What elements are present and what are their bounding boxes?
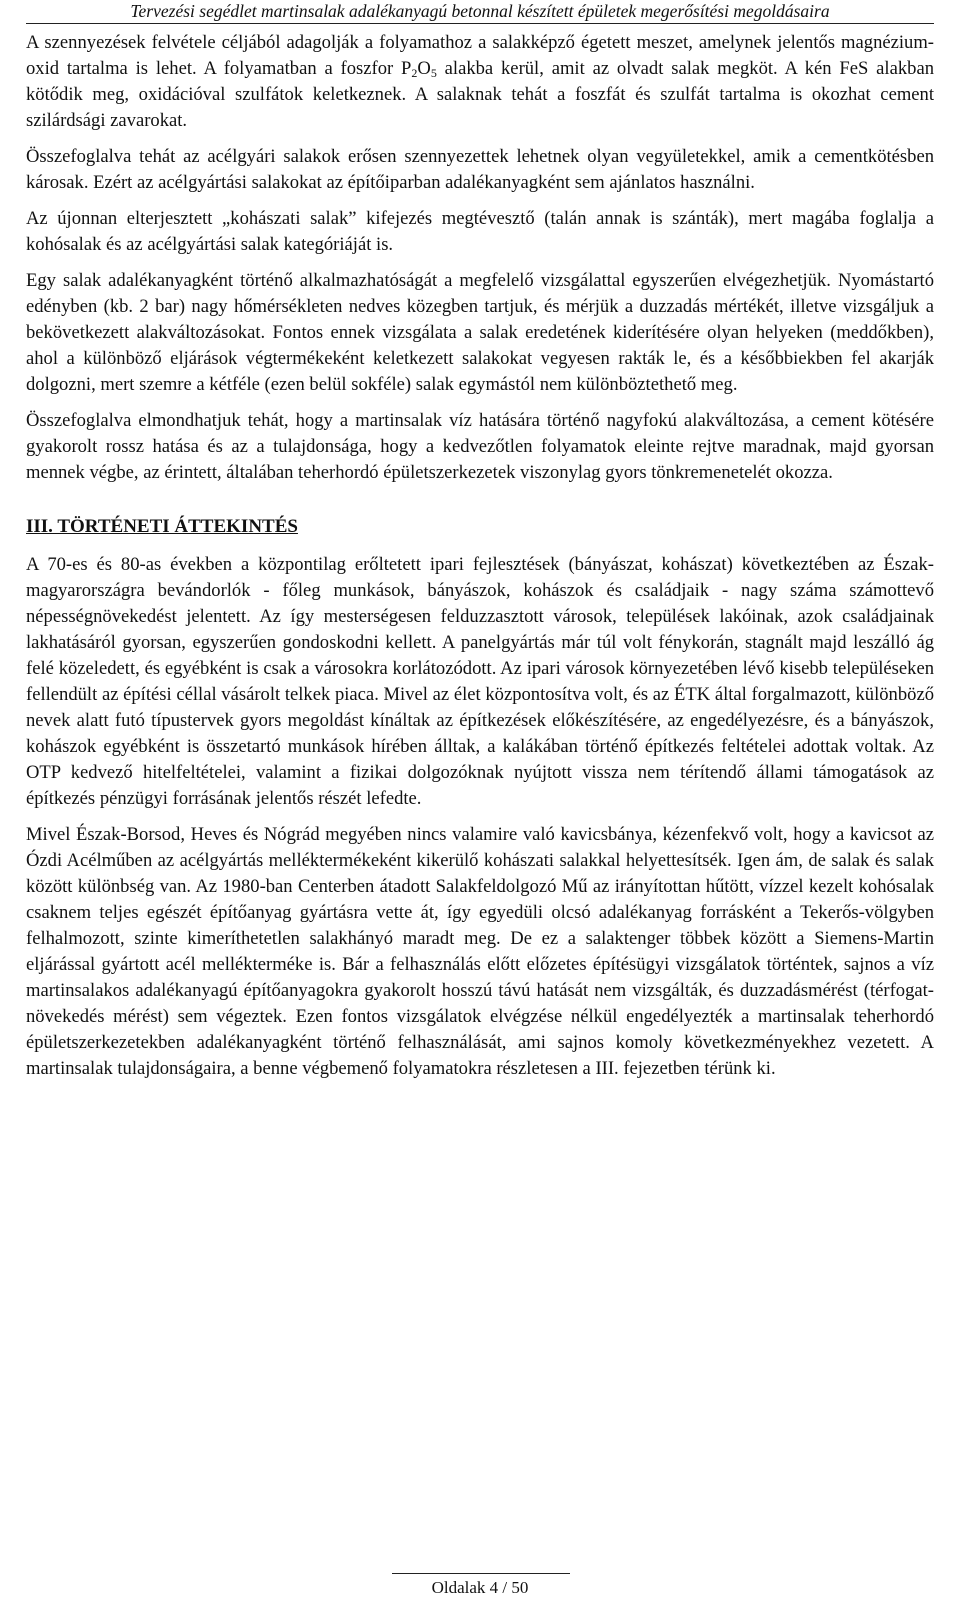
paragraph-summary-steel-slag: Összefoglalva tehát az acélgyári salakok erősen szennyezettek lehetnek olyan vegyületekkel, amik a cementkötésben károsak. Ezért az acélgyártási salakokat az építőiparban adalékanyagként sem ajánlatos használni. [26,146,934,193]
paragraph-metallurgical-slag-term: Az újonnan elterjesztett „kohászati salak” kifejezés megtévesztő (talán annak is szánták), mert magába foglalja a kohósalak és az acélgyártási salak kategóriáját is. [26,208,934,255]
page-number: Oldalak 4 / 50 [431,1578,529,1597]
paragraph-slag-impurities [26,30,934,134]
subscript: 2 [411,66,418,80]
page-content [26,30,934,1092]
paragraph-text: O [417,58,431,79]
paragraph-text: alakba kerül, amit az olvadt salak megköt. A kén FeS alakban kötődik meg, oxidációval szulfátok keletkeznek. A salaknak tehát a foszfát és szulfát tartalma is okozhat cement szilárdsági zavarokat. [26,58,934,131]
paragraph-slag-aggregate-history: Mivel Észak-Borsod, Heves és Nógrád megyében nincs valamire való kavicsbánya, kézenfekvő volt, hogy a kavicsot az Ózdi Acélműben az acélgyártás melléktermékeként kikerülő kohászati salakkal helyettesítsék. Igen ám, de salak és salak között különbség van. Az 1980-ban Centerben átadott Salakfeldolgozó Mű az irányítottan hűtött, vízzel kezelt kohósalak csaknem teljes egészét építőanyag gyártásra vette át, így egyedüli olcsó adalékanyag forrásként a Tekerős-völgyben felhalmozott, szinte kimeríthetetlen salakhányó maradt meg. De ez a salaktenger többek között a Siemens-Martin eljárással gyártott acél mellékterméke is. Bár a felhasználás előtt előzetes építésügyi vizsgálatok történtek, sajnos a víz martinsalakos adalékanyagú építőanyagokra gyakorolt hosszú távú hatását nem vizsgálták, és duzzadásmérést (térfogat-növekedés mérést) sem végeztek. Ezen fontos vizsgálatok elvégzése nélkül engedélyezték a martinsalak teherhordó épületszerkezetekben adalékanyagként történő felhasználását, ami sajnos komoly következményekhez vezetett. A martinsalak tulajdonságaira, a benne végbemenő folyamatokra részletesen a III. fejezetben térünk ki. [26,824,934,1079]
paragraph-historical-background: A 70-es és 80-as években a központilag erőltetett ipari fejlesztések (bányászat, kohászat) következtében az Észak-magyarországra bevándorlók - főleg munkások, bányászok, kohászok és családjaik - nagy száma számottevő népességnövekedést jelentett. Az így mesterségesen felduzzasztott városok, települések lakóinak, azok családjainak lakhatásáról gyorsan, egyszerűen gondoskodni kellett. A panelgyártás már túl volt fénykorán, stagnált majd leszálló ág felé közeledett, és egyébként is csak a városokra korlátozódott. Az ipari városok környezetében lévő kisebb településeken fellendült az építési céllal vásárolt telkek piaca. Mivel az élet központosítva volt, és az ÉTK által forgalmazott, különböző nevek alatt futó típustervek gyors megoldást kínáltak az építkezések előkészítésére, az engedélyezésre, és a bányászok, kohászok egyébként is összetartó munkások hírében álltak, a kalákában történő építkezés feltételei adottak voltak. Az OTP kedvező hitelfeltételei, valamint a fizikai dolgozóknak nyújtott vissza nem térítendő állami támogatások az építkezés pénzügyi forrásának jelentős részét lefedte. [26,554,934,809]
running-header: Tervezési segédlet martinsalak adalékanyagú betonnal készített épületek megerősítési megoldásaira [130,1,830,21]
paragraph-slag-testing: Egy salak adalékanyagként történő alkalmazhatóságát a megfelelő vizsgálattal egyszerűen elvégezhetjük. Nyomástartó edényben (kb. 2 bar) nagy hőmérsékleten nedves közegben tartjuk, és mérjük a duzzadás mértékét, illetve vizsgáljuk a bekövetkezett alakváltozásokat. Fontos ennek vizsgálata a salak eredetének kiderítésére olyan helyeken (meddőkben), ahol a különböző eljárások végtermékeként keletkezett salakokat vegyesen rakták le, és a későbbiekben fel akarják dolgozni, mert szemre a kétféle (ezen belül sokféle) salak egymástól nem különböztethető meg. [26,270,934,395]
paragraph-text: A szennyezések felvétele céljából adagolják a folyamathoz a salakképző égetett meszet, amelynek jelentős magnézium-oxid tartalma is lehet. A folyamatban a foszfor P [26,32,934,79]
subscript: 5 [430,66,437,80]
header-rule [26,23,934,24]
paragraph-martin-slag-conclusion: Összefoglalva elmondhatjuk tehát, hogy a martinsalak víz hatására történő nagyfokú alakváltozása, a cement kötésére gyakorolt rossz hatása és az a tulajdonsága, hogy a kedvezőtlen folyamatok eleinte rejtve maradnak, majd gyorsan mennek végbe, az érintett, általában teherhordó épületszerkezetek viszonylag gyors tönkremenetelét okozza. [26,410,934,483]
footer-rule [392,1573,570,1574]
section-heading: III. TÖRTÉNETI ÁTTEKINTÉS [26,516,298,537]
